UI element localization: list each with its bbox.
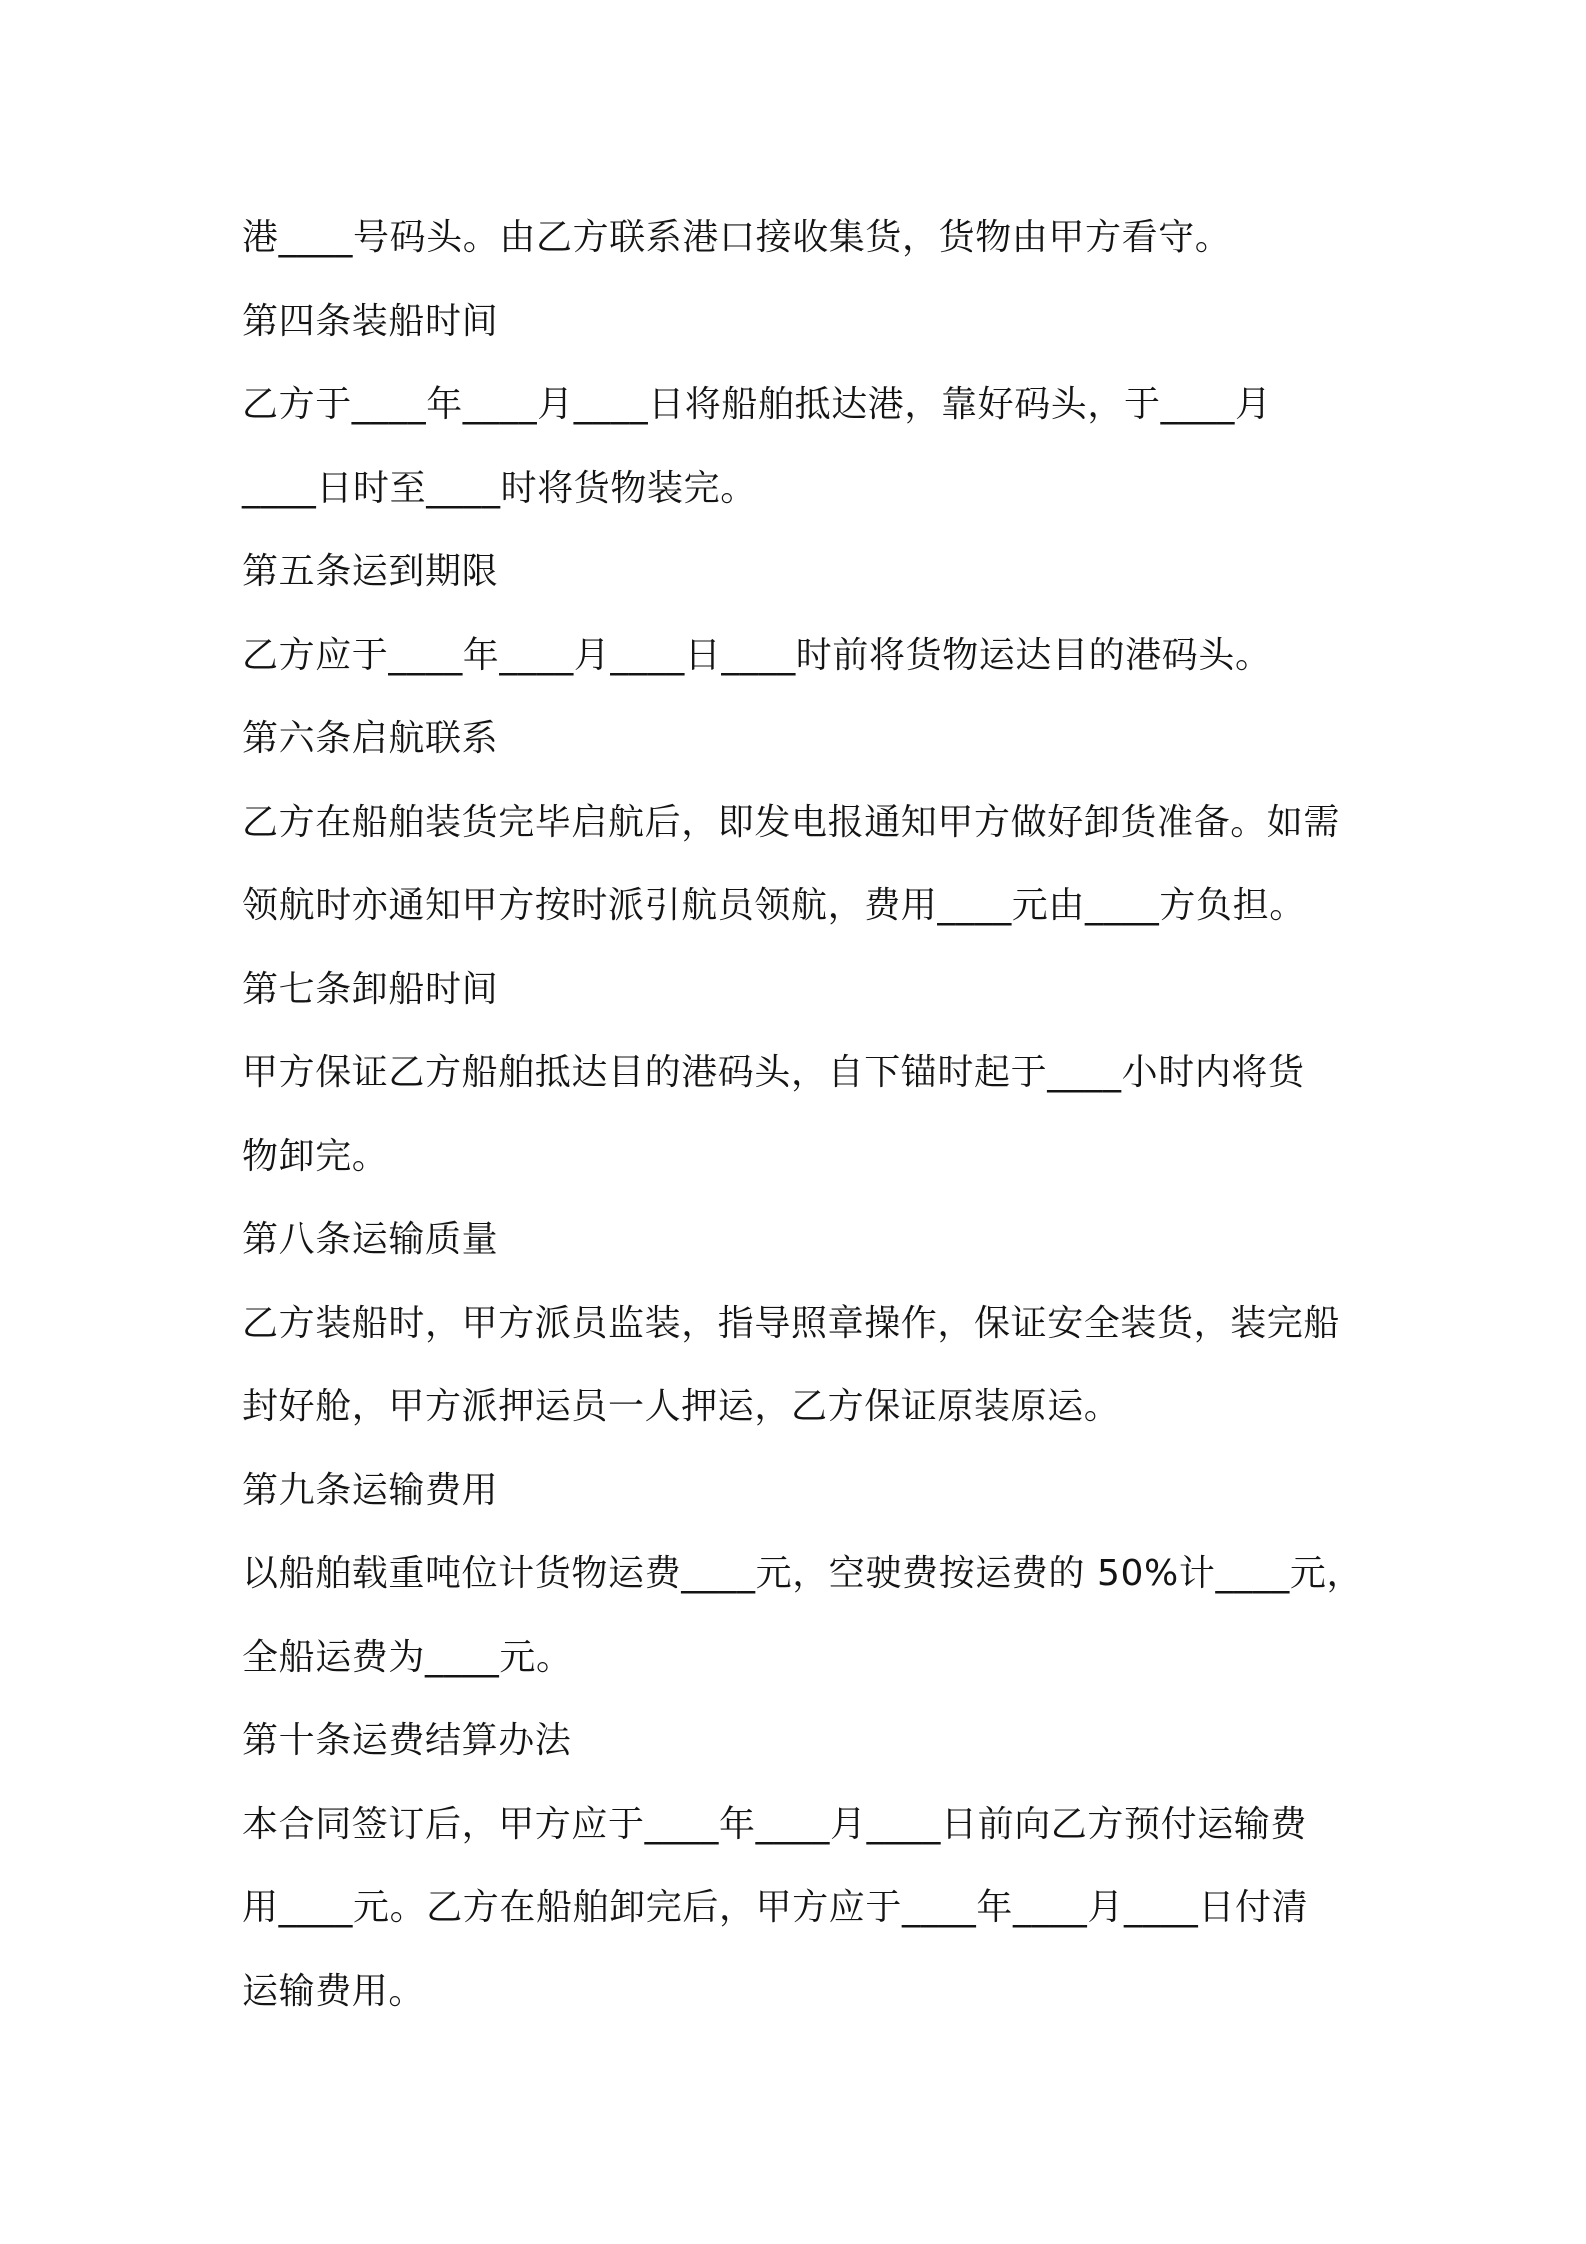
contract-text	[242, 196, 1372, 2033]
paragraph-line: 物卸完。	[242, 1135, 389, 1177]
article-heading: 第六条启航联系	[242, 718, 499, 759]
article-heading: 第九条运输费用	[242, 1469, 499, 1511]
paragraph-line: 以船舶载重吨位计货物运费____元，空驶费按运费的 50%计____元，	[242, 1553, 1364, 1594]
paragraph-line: 全船运费为____元。	[242, 1636, 573, 1678]
article-heading: 第十条运费结算办法	[242, 1720, 572, 1761]
paragraph-line: ____日时至____时将货物装完。	[242, 467, 757, 509]
paragraph-line: 甲方保证乙方船舶抵达目的港码头，自下锚时起于____小时内将货	[242, 1052, 1305, 1093]
article-heading: 第七条卸船时间	[242, 968, 499, 1010]
paragraph-line: 本合同签订后，甲方应于____年____月____日前向乙方预付运输费	[242, 1803, 1307, 1845]
paragraph-line: 乙方应于____年____月____日____时前将货物运达目的港码头。	[242, 634, 1272, 676]
paragraph-line: 乙方装船时，甲方派员监装，指导照章操作，保证安全装货，装完船	[242, 1302, 1341, 1344]
paragraph-line: 用____元。乙方在船舶卸完后，甲方应于____年____月____日付清	[242, 1887, 1309, 1928]
article-heading: 第八条运输质量	[242, 1219, 499, 1260]
article-heading: 第四条装船时间	[242, 300, 499, 342]
article-heading: 第五条运到期限	[242, 551, 499, 592]
paragraph-line: 乙方于____年____月____日将船舶抵达港，靠好码头，于____月	[242, 384, 1272, 425]
paragraph-line: 运输费用。	[242, 1970, 426, 2012]
paragraph-line: 领航时亦通知甲方按时派引航员领航，费用____元由____方负担。	[242, 885, 1306, 926]
paragraph-line: 封好舱，甲方派押运员一人押运，乙方保证原装原运。	[242, 1386, 1121, 1427]
paragraph-line: 港____号码头。由乙方联系港口接收集货，货物由甲方看守。	[242, 217, 1232, 258]
paragraph-line: 乙方在船舶装货完毕启航后，即发电报通知甲方做好卸货准备。如需	[242, 801, 1341, 843]
